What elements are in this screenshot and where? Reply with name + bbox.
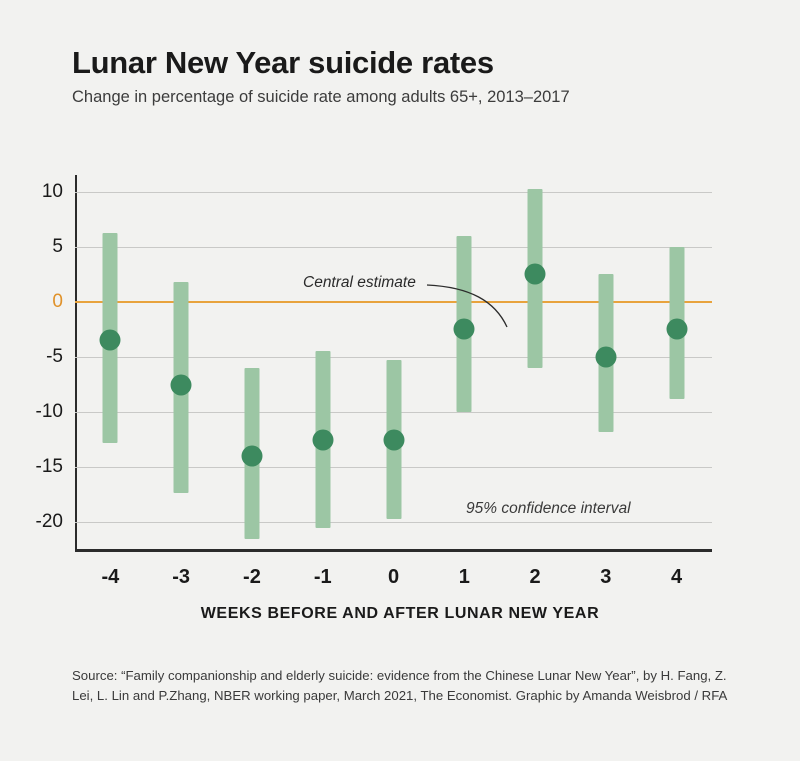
x-axis-tick-label: -4 — [101, 566, 120, 588]
gridline — [75, 247, 712, 248]
y-axis-tick-label: -20 — [35, 511, 63, 533]
x-axis-tick-label: 4 — [671, 566, 683, 588]
central-estimate-point — [525, 264, 546, 285]
y-axis-tick-label: 0 — [52, 290, 63, 312]
x-axis-tick-label: -2 — [243, 566, 261, 588]
gridline — [75, 522, 712, 523]
source-note: Source: “Family companionship and elderly suicide: evidence from the Chinese Lunar New Year”, by H. Fang, Z. Lei, L. Lin and P.Zhang, NBER working paper, March 2021, The Economist. Graphic by Amanda Weisbrod / RFA — [72, 668, 728, 704]
y-axis-tick-label: -10 — [35, 401, 63, 423]
plot-region — [35, 175, 712, 588]
page-subtitle: Change in percentage of suicide rate among adults 65+, 2013–2017 — [72, 88, 570, 107]
x-axis-tick-label: 0 — [387, 566, 400, 588]
y-axis-tick-label: -5 — [46, 345, 63, 367]
zero-reference-line — [75, 301, 712, 303]
chart-area — [0, 150, 800, 630]
central-estimate-point — [666, 319, 687, 340]
x-axis-tick-label: 3 — [600, 566, 612, 588]
annotation-central-estimate: Central estimate — [303, 274, 416, 291]
x-axis-tick-label: 2 — [529, 566, 541, 588]
annotation-leader-line — [425, 283, 545, 343]
central-estimate-point — [312, 429, 333, 450]
gridline — [75, 357, 712, 358]
y-axis-line — [75, 175, 77, 550]
annotation-confidence-interval: 95% confidence interval — [466, 500, 631, 517]
central-estimate-point — [171, 374, 192, 395]
y-axis-tick-label: 10 — [41, 180, 63, 202]
gridline — [75, 192, 712, 193]
x-axis-line — [75, 549, 712, 552]
page-title: Lunar New Year suicide rates — [72, 45, 494, 80]
central-estimate-point — [595, 346, 616, 367]
x-axis-tick-label: 1 — [458, 566, 470, 588]
x-axis-label: WEEKS BEFORE AND AFTER LUNAR NEW YEAR — [200, 605, 600, 622]
x-axis-tick-label: -3 — [172, 566, 191, 588]
central-estimate-point — [383, 429, 404, 450]
chart-header — [72, 46, 752, 108]
y-axis-tick-label: 5 — [52, 235, 63, 257]
central-estimate-point — [241, 446, 262, 467]
x-axis-tick-label: -1 — [313, 566, 332, 588]
central-estimate-point — [100, 330, 121, 351]
y-axis-tick-label: -15 — [35, 456, 63, 478]
